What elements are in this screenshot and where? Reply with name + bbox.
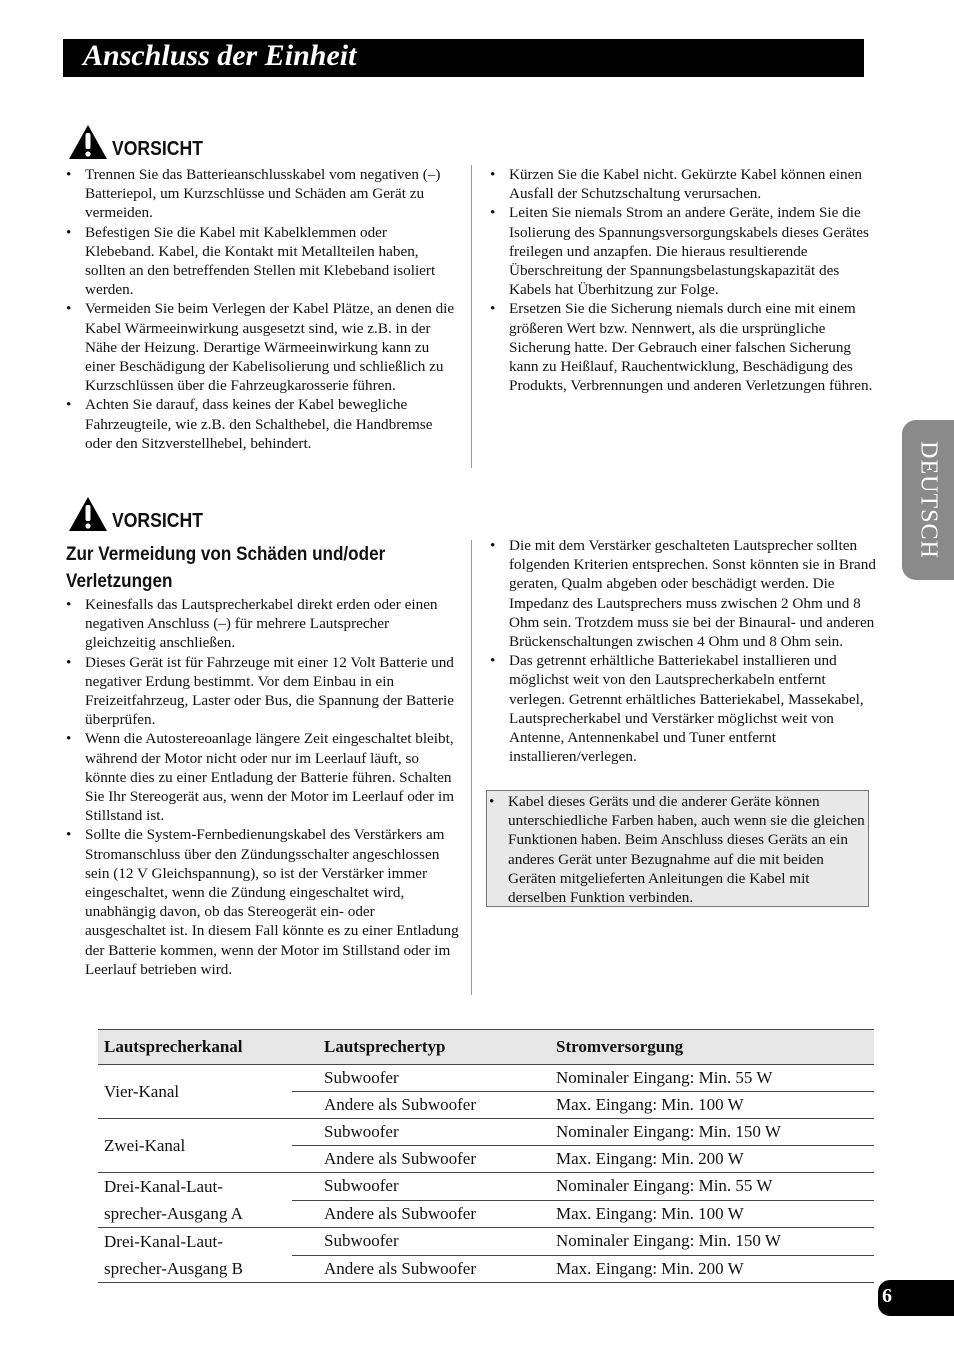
channel-label: Drei-Kanal-Laut- — [104, 1177, 223, 1196]
speaker-type-cell: Andere als Subwoofer — [292, 1255, 550, 1283]
page-number-tab — [878, 1280, 954, 1316]
header-speaker-type: Lautsprechertyp — [292, 1030, 550, 1065]
bullet-item: • Wenn die Autostereoanlage längere Zeit eingeschaltet bleibt, während der Motor nicht oder nur im Leerlauf läuft, so könnte dies zu einer Entladung der Batterie führen. Schalten Sie Ihr Stereogerät aus, wenn der Motor im Leerlauf oder im Stillstand ist. — [64, 729, 459, 825]
bullet-item: • Befestigen Sie die Kabel mit Kabelklemmen oder Klebeband. Kabel, die Kontakt mit Metallteilen haben, sollten an den betreffenden Stellen mit Klebeband isoliert werden. — [64, 223, 459, 300]
power-supply-cell: Max. Eingang: Min. 200 W — [550, 1255, 874, 1283]
speaker-type-cell: Subwoofer — [292, 1119, 550, 1146]
channel-cell — [98, 1065, 292, 1119]
table-row — [98, 1173, 874, 1201]
speaker-type-cell: Subwoofer — [292, 1065, 550, 1092]
table-row — [98, 1119, 874, 1146]
bullet-item: • Vermeiden Sie beim Verlegen der Kabel Plätze, an denen die Kabel Wärmeeinwirkung ausgesetzt sind, wie z.B. in der Nähe der Heizung. Derartige Wärmeeinwirkung kann zu einer Beschädigung der Kabelisolierung und schließlich zu Kurzschlüssen über die Fahrzeugkarosserie führen. — [64, 299, 459, 395]
power-supply-cell: Nominaler Eingang: Min. 55 W — [550, 1173, 874, 1201]
section1-right-column — [488, 165, 878, 395]
channel-label: sprecher-Ausgang B — [104, 1259, 243, 1278]
power-supply-cell: Nominaler Eingang: Min. 150 W — [550, 1228, 874, 1256]
section2-subheading: Zur Vermeidung von Schäden und/oder Verletzungen — [66, 544, 386, 592]
speaker-requirements-table — [98, 1029, 874, 1283]
section1-left-list — [64, 165, 459, 453]
table-body — [98, 1065, 874, 1283]
speaker-type-cell: Andere als Subwoofer — [292, 1092, 550, 1119]
power-supply-cell: Nominaler Eingang: Min. 150 W — [550, 1119, 874, 1146]
header-speaker-channel: Lautsprecherkanal — [98, 1030, 292, 1065]
power-supply-cell: Max. Eingang: Min. 100 W — [550, 1200, 874, 1228]
section2-right-column — [488, 536, 878, 766]
power-supply-cell: Max. Eingang: Min. 200 W — [550, 1146, 874, 1173]
bullet-item: • Sollte die System-Fernbedienungskabel des Verstärkers am Stromanschluss über den Zündungsschalter angeschlossen sein (12 V Gleichspannung), so ist der Verstärker immer eingeschaltet, wenn die Zündung eingeschaltet wird, unabhängig davon, ob das Stereogerät ein- oder ausgeschaltet ist. In diesem Fall könnte es zu einer Entladung der Batterie kommen, wenn der Motor im Stillstand oder im Leerlauf betrieben wird. — [64, 825, 459, 979]
speaker-type-cell: Andere als Subwoofer — [292, 1146, 550, 1173]
warning-label-1: VORSICHT — [112, 138, 203, 160]
table-header-row — [98, 1030, 874, 1065]
warning-triangle-icon — [68, 124, 108, 160]
section2-right-list — [488, 536, 878, 766]
channel-cell — [98, 1119, 292, 1173]
bullet-item: • Trennen Sie das Batterieanschlusskabel vom negativen (–) Batteriepol, um Kurzschlüsse und Schäden am Gerät zu vermeiden. — [64, 165, 459, 223]
warning-triangle-icon — [68, 496, 108, 532]
note-box — [486, 790, 869, 907]
power-supply-cell: Max. Eingang: Min. 100 W — [550, 1092, 874, 1119]
channel-cell — [98, 1173, 292, 1228]
page-title: Anschluss der Einheit — [83, 39, 357, 72]
channel-label: sprecher-Ausgang A — [104, 1204, 243, 1223]
warning-heading-1 — [68, 124, 215, 160]
bullet-item: • Keinesfalls das Lautsprecherkabel direkt erden oder einen negativen Anschluss (–) für mehrere Lautsprecher gleichzeitig anschließen. — [64, 595, 459, 653]
header-power-supply: Stromversorgung — [550, 1030, 874, 1065]
power-supply-cell: Nominaler Eingang: Min. 55 W — [550, 1065, 874, 1092]
table-row — [98, 1065, 874, 1092]
column-divider-2 — [471, 540, 472, 995]
bullet-item: • Dieses Gerät ist für Fahrzeuge mit einer 12 Volt Batterie und negativer Erdung bestimmt. Vor dem Einbau in ein Freizeitfahrzeug, Laster oder Bus, die Spannung der Batterie überprüfen. — [64, 653, 459, 730]
column-divider-1 — [471, 165, 472, 468]
channel-label: Zwei-Kanal — [104, 1135, 186, 1155]
speaker-type-cell: Subwoofer — [292, 1228, 550, 1256]
section1-right-list — [488, 165, 878, 395]
table-row — [98, 1228, 874, 1256]
bullet-item: • Die mit dem Verstärker geschalteten Lautsprecher sollten folgenden Kriterien entsprechen. Sonst könnten sie in Brand geraten, Qualm abgeben oder beschädigt werden. Die Impedanz des Lautsprechers muss zwischen 2 Ohm und 8 Ohm sein. Trotzdem muss sie bei der Binaural- und anderen Brückenschaltungen zwischen 4 Ohm und 8 Ohm sein. — [488, 536, 878, 651]
section2-left-column — [64, 595, 459, 979]
language-tab — [902, 420, 954, 580]
channel-cell — [98, 1228, 292, 1283]
language-tab-label: DEUTSCH — [915, 441, 942, 559]
speaker-type-cell: Subwoofer — [292, 1173, 550, 1201]
page-number: 6 — [882, 1285, 892, 1307]
bullet-item: • Leiten Sie niemals Strom an andere Geräte, indem Sie die Isolierung des Spannungsversorgungskabels dieses Gerätes freilegen und anzapfen. Die hieraus resultierende Überschreitung der Spannungsbelastungskapazität des Kabels hat Überhitzung zur Folge. — [488, 203, 878, 299]
bullet-item: • Ersetzen Sie die Sicherung niemals durch eine mit einem größeren Wert bzw. Nennwert, als die ursprüngliche Sicherung hatte. Der Gebrauch einer falschen Sicherung kann zu Heißlauf, Rauchentwicklung, Beschädigung des Produkts, Verbrennungen und anderen Verletzungen führen. — [488, 299, 878, 395]
speaker-type-cell: Andere als Subwoofer — [292, 1200, 550, 1228]
bullet-item: • Achten Sie darauf, dass keines der Kabel bewegliche Fahrzeugteile, wie z.B. den Schalthebel, die Handbremse oder den Sitzverstellhebel, behindert. — [64, 395, 459, 453]
channel-label: Drei-Kanal-Laut- — [104, 1232, 223, 1251]
section2-left-list — [64, 595, 459, 979]
section1-left-column — [64, 165, 459, 453]
title-bar — [63, 39, 864, 77]
bullet-item: • Das getrennt erhältliche Batteriekabel installieren und möglichst weit von den Lautsprecherkabeln entfernt verlegen. Getrennt erhältliches Batteriekabel, Massekabel, Lautsprecherkabel und Verstärker möglichst weit von Antenne, Antennenkabel und Tuner entfernt installieren/verlegen. — [488, 651, 878, 766]
warning-label-2: VORSICHT — [112, 510, 203, 532]
bullet-item: • Kürzen Sie die Kabel nicht. Gekürzte Kabel können einen Ausfall der Schutzschaltung verursachen. — [488, 165, 878, 203]
warning-heading-2 — [68, 496, 215, 532]
channel-label: Vier-Kanal — [104, 1081, 180, 1101]
note-text: • Kabel dieses Geräts und die anderer Geräte können unterschiedliche Farben haben, auch wenn sie die gleichen Funktionen haben. Beim Anschluss dieses Geräts an ein anderes Gerät unter Bezugnahme auf die mit beiden Geräten mitgelieferten Anleitungen die Kabel mit derselben Funktion verbinden. — [487, 792, 868, 907]
